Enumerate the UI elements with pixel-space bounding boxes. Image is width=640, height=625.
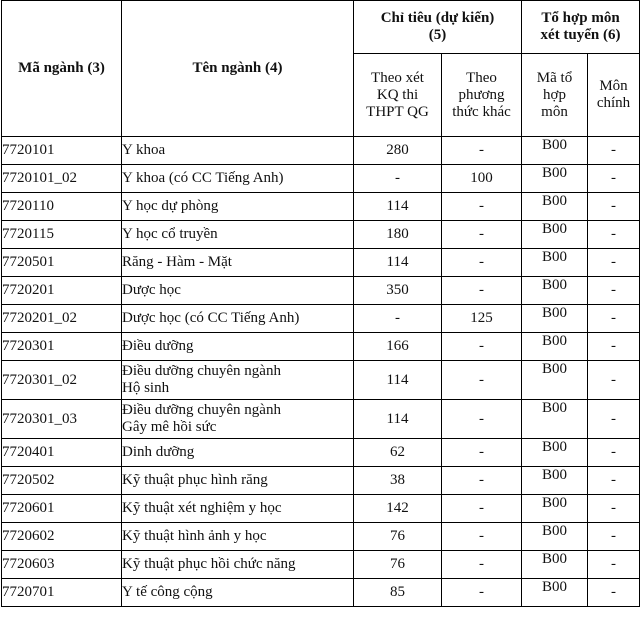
cell-code: 7720201_02 <box>2 305 122 333</box>
cell-combo: B00 <box>522 495 588 523</box>
cell-name <box>122 333 354 361</box>
cell-other-quota: - <box>442 361 522 400</box>
table-row <box>2 305 640 333</box>
cell-main-subject: - <box>588 400 640 439</box>
cell-combo: B00 <box>522 193 588 221</box>
table-row <box>2 523 640 551</box>
cell-main-subject: - <box>588 249 640 277</box>
cell-code: 7720301 <box>2 333 122 361</box>
cell-other-quota: - <box>442 439 522 467</box>
cell-name-line1: Y học dự phòng <box>122 198 219 214</box>
cell-name <box>122 305 354 333</box>
cell-code: 7720115 <box>2 221 122 249</box>
cell-other-quota: - <box>442 221 522 249</box>
cell-code: 7720502 <box>2 467 122 495</box>
cell-main-subject: - <box>588 579 640 607</box>
cell-thpt-quota: 280 <box>354 137 442 165</box>
cell-other-quota: - <box>442 277 522 305</box>
cell-main-subject: - <box>588 439 640 467</box>
cell-main-subject: - <box>588 495 640 523</box>
cell-combo: B00 <box>522 305 588 333</box>
cell-main-subject: - <box>588 305 640 333</box>
cell-other-quota: - <box>442 193 522 221</box>
cell-name <box>122 221 354 249</box>
cell-name-line1: Điều dưỡng chuyên ngành <box>122 402 281 418</box>
cell-code: 7720501 <box>2 249 122 277</box>
cell-name-line1: Răng - Hàm - Mặt <box>122 254 232 270</box>
cell-thpt-quota: 114 <box>354 361 442 400</box>
cell-other-quota: - <box>442 137 522 165</box>
subheader-main-line2: chính <box>596 95 631 111</box>
cell-main-subject: - <box>588 361 640 400</box>
cell-code: 7720401 <box>2 439 122 467</box>
cell-name <box>122 495 354 523</box>
subheader-combo-line1: Mã tổ <box>536 69 573 86</box>
table-row <box>2 495 640 523</box>
table-row <box>2 467 640 495</box>
cell-name-line1: Dược học <box>122 282 181 298</box>
subheader-other <box>442 54 522 137</box>
cell-main-subject: - <box>588 523 640 551</box>
subheader-main-subject <box>588 54 640 137</box>
cell-code: 7720301_02 <box>2 361 122 400</box>
cell-code: 7720602 <box>2 523 122 551</box>
cell-name <box>122 137 354 165</box>
cell-other-quota: - <box>442 467 522 495</box>
cell-name <box>122 523 354 551</box>
header-code: Mã ngành (3) <box>2 1 122 137</box>
cell-name-line1: Y khoa <box>122 142 166 158</box>
cell-code: 7720701 <box>2 579 122 607</box>
header-combo-line2: xét tuyển (6) <box>540 27 621 43</box>
cell-main-subject: - <box>588 551 640 579</box>
cell-other-quota: 100 <box>442 165 522 193</box>
table-row <box>2 361 640 400</box>
header-quota-line1: Chỉ tiêu (dự kiến) <box>380 10 495 26</box>
header-name: Tên ngành (4) <box>122 1 354 137</box>
cell-thpt-quota: 114 <box>354 249 442 277</box>
cell-name-line2: Hộ sinh <box>122 380 170 396</box>
cell-name-line1: Y khoa (có CC Tiếng Anh) <box>122 170 284 186</box>
cell-name-line1: Y tế công cộng <box>122 584 213 600</box>
cell-name <box>122 193 354 221</box>
admissions-table <box>1 0 640 607</box>
cell-name-line1: Kỹ thuật hình ảnh y học <box>122 528 267 544</box>
cell-name <box>122 551 354 579</box>
cell-code: 7720201 <box>2 277 122 305</box>
cell-code: 7720110 <box>2 193 122 221</box>
cell-code: 7720601 <box>2 495 122 523</box>
cell-name-line1: Y học cổ truyền <box>122 226 218 242</box>
cell-code: 7720101_02 <box>2 165 122 193</box>
cell-other-quota: 125 <box>442 305 522 333</box>
subheader-other-line1: Theo <box>466 69 497 86</box>
table-row <box>2 165 640 193</box>
cell-thpt-quota: 350 <box>354 277 442 305</box>
table-row <box>2 137 640 165</box>
cell-combo: B00 <box>522 579 588 607</box>
cell-main-subject: - <box>588 467 640 495</box>
table-row <box>2 551 640 579</box>
subheader-thpt-line2: KQ thi <box>376 86 419 103</box>
cell-name-line2: Gây mê hồi sức <box>122 419 217 435</box>
cell-combo: B00 <box>522 221 588 249</box>
table-row <box>2 400 640 439</box>
cell-thpt-quota: 76 <box>354 523 442 551</box>
cell-combo: B00 <box>522 361 588 400</box>
cell-name <box>122 165 354 193</box>
cell-code: 7720101 <box>2 137 122 165</box>
cell-name <box>122 249 354 277</box>
cell-code: 7720301_03 <box>2 400 122 439</box>
subheader-combo-code <box>522 54 588 137</box>
header-quota <box>354 1 522 54</box>
cell-main-subject: - <box>588 333 640 361</box>
cell-name <box>122 579 354 607</box>
cell-thpt-quota: 114 <box>354 193 442 221</box>
cell-thpt-quota: - <box>354 165 442 193</box>
cell-other-quota: - <box>442 400 522 439</box>
cell-thpt-quota: 76 <box>354 551 442 579</box>
cell-name-line1: Kỹ thuật phục hồi chức năng <box>122 556 296 572</box>
cell-combo: B00 <box>522 467 588 495</box>
header-combo-line1: Tổ hợp môn <box>541 10 620 26</box>
subheader-other-line3: thức khác <box>452 103 511 120</box>
cell-combo: B00 <box>522 523 588 551</box>
header-row-top <box>2 1 640 54</box>
cell-name-line1: Kỹ thuật phục hình răng <box>122 472 268 488</box>
cell-name-line1: Điều dưỡng <box>122 338 194 354</box>
cell-combo: B00 <box>522 249 588 277</box>
cell-thpt-quota: 114 <box>354 400 442 439</box>
cell-other-quota: - <box>442 579 522 607</box>
cell-thpt-quota: 38 <box>354 467 442 495</box>
cell-other-quota: - <box>442 495 522 523</box>
cell-thpt-quota: 166 <box>354 333 442 361</box>
table-row <box>2 277 640 305</box>
cell-name <box>122 277 354 305</box>
header-quota-line2: (5) <box>428 27 447 43</box>
cell-name <box>122 361 354 400</box>
subheader-thpt-line1: Theo xét <box>371 69 424 86</box>
subheader-thpt-line3: THPT QG <box>366 103 429 120</box>
header-combo <box>522 1 640 54</box>
subheader-other-line2: phương <box>458 86 505 103</box>
table-row <box>2 249 640 277</box>
subheader-main-line1: Môn <box>599 78 628 94</box>
cell-combo: B00 <box>522 137 588 165</box>
table-row <box>2 221 640 249</box>
cell-thpt-quota: - <box>354 305 442 333</box>
subheader-combo-line2: hợp <box>543 86 566 103</box>
cell-combo: B00 <box>522 551 588 579</box>
cell-thpt-quota: 85 <box>354 579 442 607</box>
cell-name-line1: Điều dưỡng chuyên ngành <box>122 363 281 379</box>
cell-other-quota: - <box>442 249 522 277</box>
cell-thpt-quota: 142 <box>354 495 442 523</box>
cell-thpt-quota: 62 <box>354 439 442 467</box>
cell-code: 7720603 <box>2 551 122 579</box>
cell-combo: B00 <box>522 277 588 305</box>
table-row <box>2 193 640 221</box>
cell-other-quota: - <box>442 333 522 361</box>
cell-main-subject: - <box>588 193 640 221</box>
cell-main-subject: - <box>588 165 640 193</box>
cell-combo: B00 <box>522 165 588 193</box>
cell-name <box>122 467 354 495</box>
cell-combo: B00 <box>522 439 588 467</box>
table-row <box>2 579 640 607</box>
table-row <box>2 333 640 361</box>
cell-name <box>122 439 354 467</box>
cell-thpt-quota: 180 <box>354 221 442 249</box>
cell-other-quota: - <box>442 523 522 551</box>
cell-main-subject: - <box>588 277 640 305</box>
subheader-combo-line3: môn <box>541 103 568 120</box>
cell-name <box>122 400 354 439</box>
cell-main-subject: - <box>588 137 640 165</box>
cell-main-subject: - <box>588 221 640 249</box>
cell-name-line1: Dinh dưỡng <box>122 444 195 460</box>
table-row <box>2 439 640 467</box>
cell-combo: B00 <box>522 333 588 361</box>
cell-other-quota: - <box>442 551 522 579</box>
cell-name-line1: Kỹ thuật xét nghiệm y học <box>122 500 282 516</box>
cell-name-line1: Dược học (có CC Tiếng Anh) <box>122 310 300 326</box>
cell-combo: B00 <box>522 400 588 439</box>
subheader-thpt <box>354 54 442 137</box>
